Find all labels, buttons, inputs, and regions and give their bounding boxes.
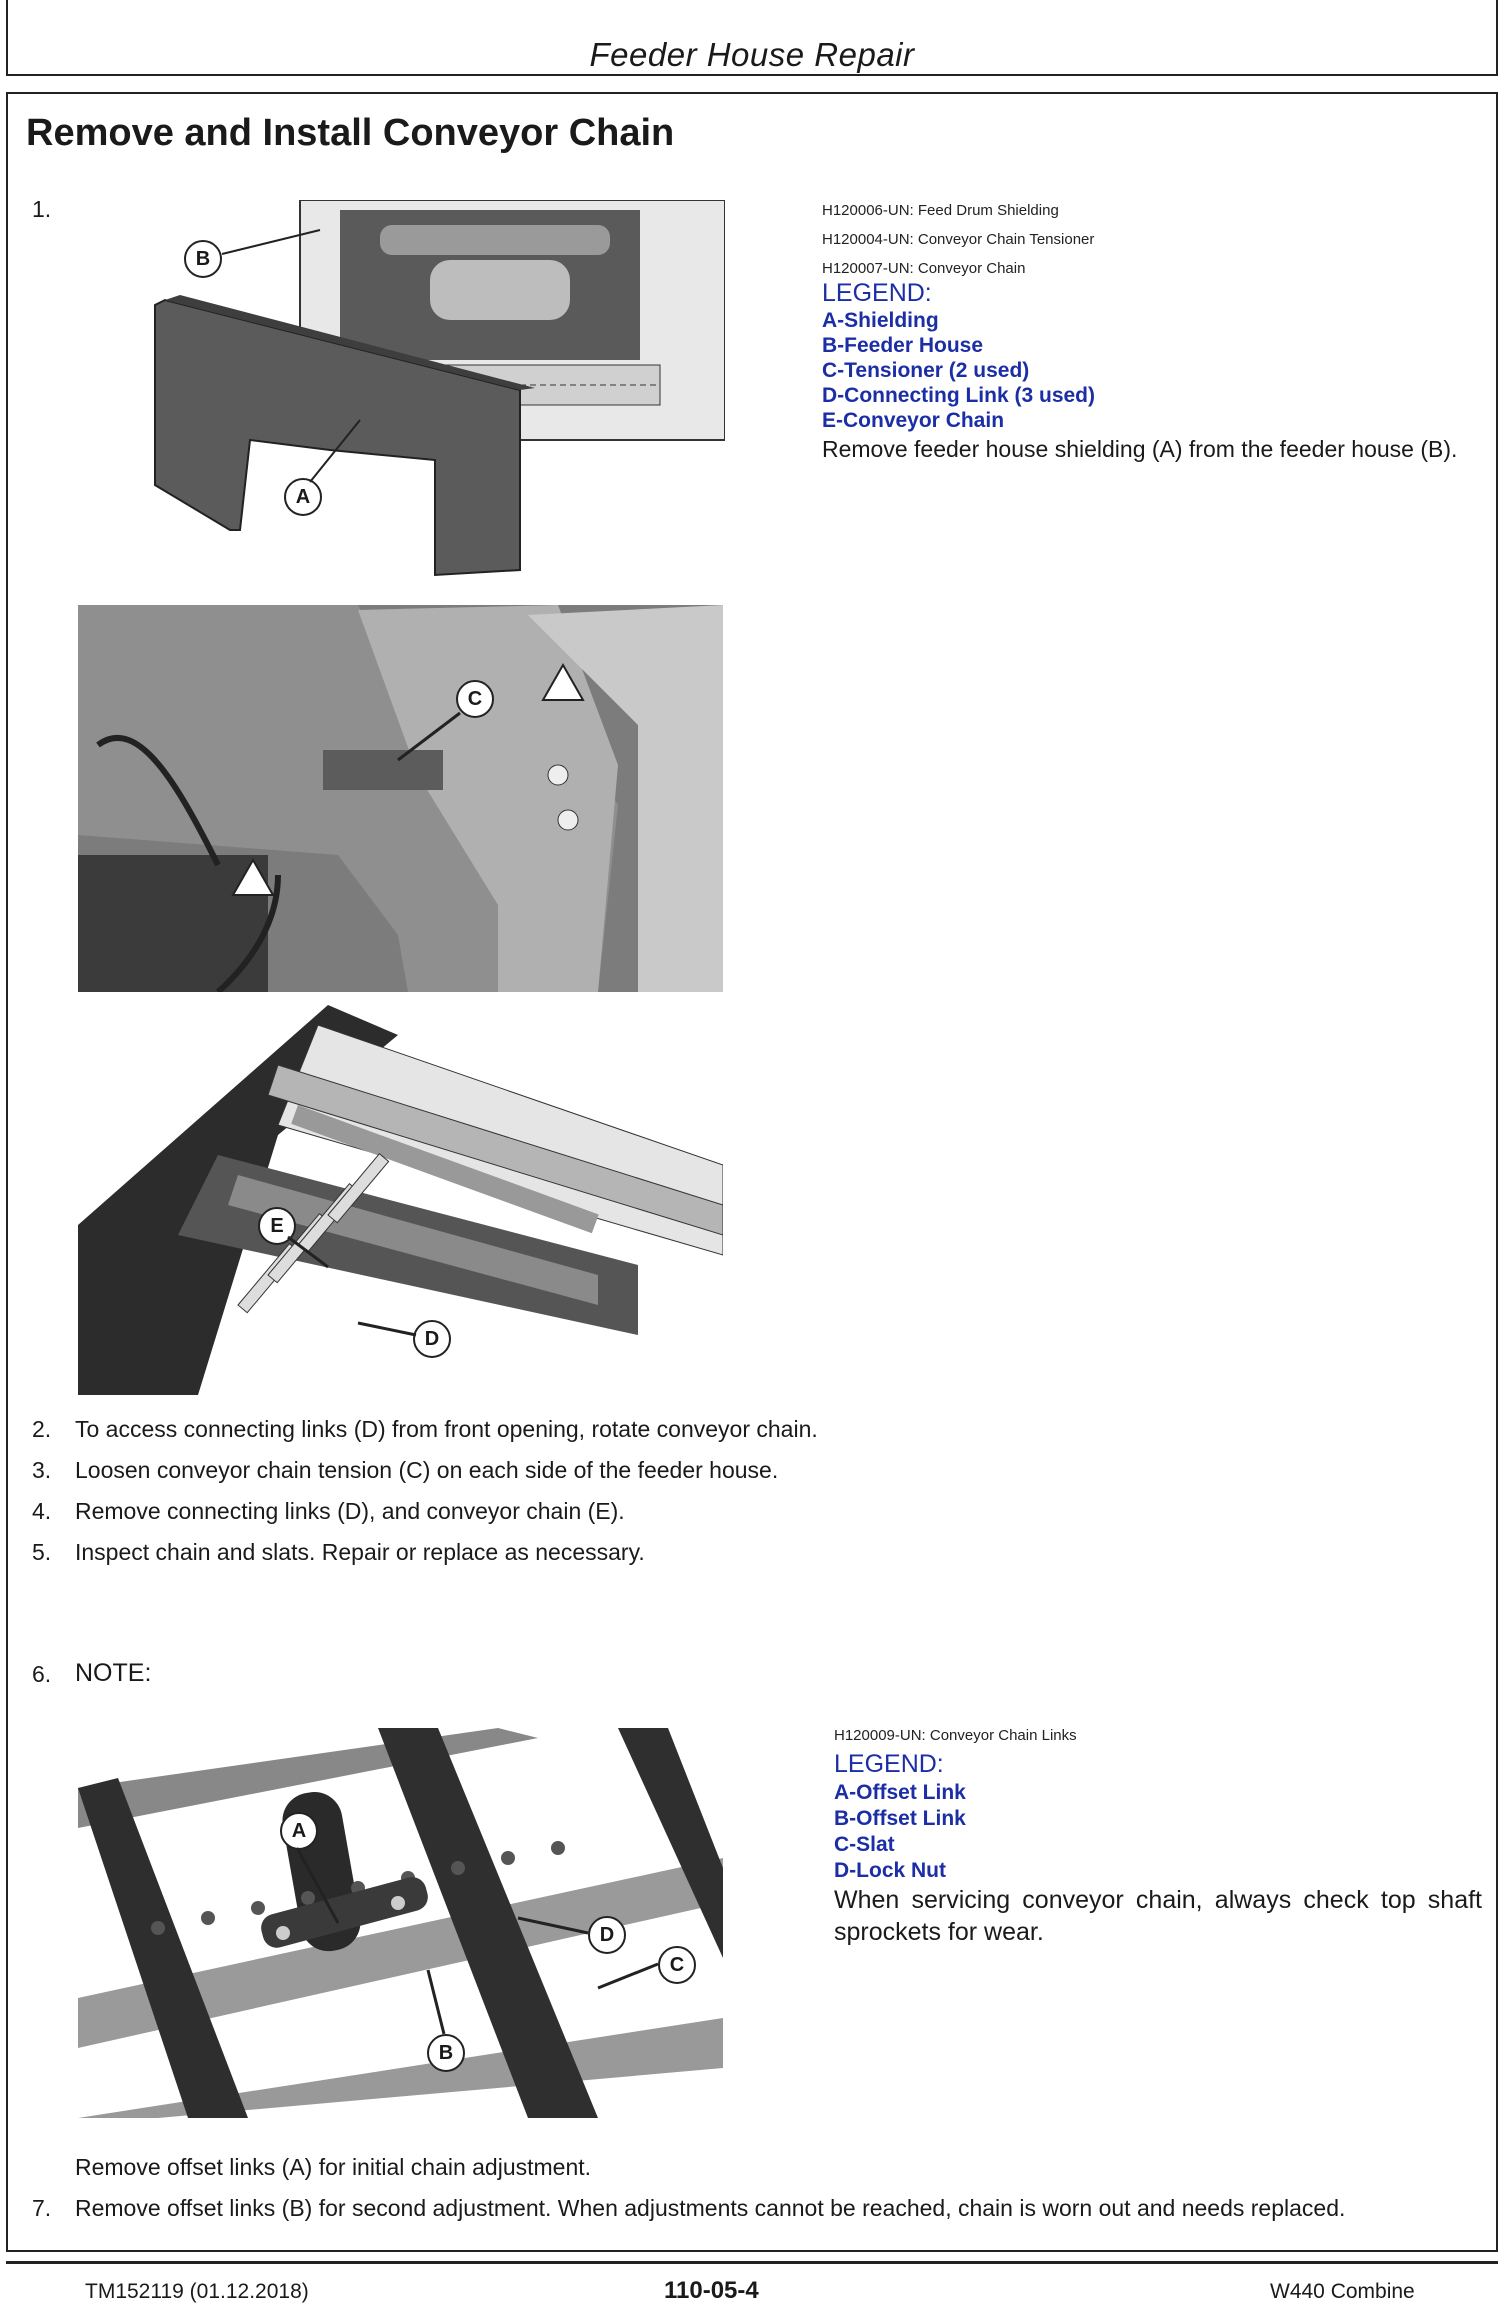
figure-conveyor-chain xyxy=(78,1005,723,1395)
legend-item: C-Tensioner (2 used) xyxy=(822,359,1030,382)
step-instruction: Inspect chain and slats. Repair or replace as necessary. xyxy=(75,1539,645,1565)
footer-model: W440 Combine xyxy=(1270,2280,1415,2303)
footer-manual-id: TM152119 (01.12.2018) xyxy=(85,2280,309,2303)
figure-references: H120006-UN: Feed Drum Shielding H120004-UN: Conveyor Chain Tensioner H120007-UN: Conveyor Chain xyxy=(822,202,1095,277)
figure-conveyor-chain-tensioner xyxy=(78,605,723,992)
legend-title: LEGEND: xyxy=(834,1750,944,1778)
step-number: 7. xyxy=(32,2195,52,2221)
figure-conveyor-chain-links xyxy=(78,1728,723,2118)
step-number: 3. xyxy=(32,1457,52,1483)
legend-item: A-Offset Link xyxy=(834,1781,966,1804)
callout-a: A xyxy=(280,1812,318,1850)
legend-item: E-Conveyor Chain xyxy=(822,409,1005,432)
step-instruction: To access connecting links (D) from front opening, rotate conveyor chain. xyxy=(75,1416,818,1442)
figure-references: H120009-UN: Conveyor Chain Links xyxy=(834,1727,1077,1744)
footer-page-number: 110-05-4 xyxy=(664,2277,759,2304)
legend-item: A-Shielding xyxy=(822,309,939,332)
section-title: Feeder House Repair xyxy=(589,36,915,73)
callout-a: A xyxy=(284,478,322,516)
legend-item: D-Lock Nut xyxy=(834,1859,946,1882)
callout-b: B xyxy=(184,240,222,278)
callout-d: D xyxy=(413,1320,451,1358)
callout-c: C xyxy=(658,1946,696,1984)
step-number: 6. xyxy=(32,1661,52,1687)
legend-item: B-Offset Link xyxy=(834,1807,966,1830)
footer-rule xyxy=(6,2261,1498,2264)
callout-d: D xyxy=(588,1916,626,1954)
step-instruction: Remove offset links (B) for second adjustment. When adjustments cannot be reached, chain is worn out and needs replaced. xyxy=(75,2195,1346,2221)
note-text: When servicing conveyor chain, always check top shaft sprockets for wear. xyxy=(834,1886,1482,1946)
step-number: 2. xyxy=(32,1416,52,1442)
legend-item: D-Connecting Link (3 used) xyxy=(822,384,1095,407)
step-number: 5. xyxy=(32,1539,52,1565)
step-instruction: Remove feeder house shielding (A) from the feeder house (B). xyxy=(822,436,1458,462)
note-label: NOTE: xyxy=(75,1659,152,1687)
legend-item: B-Feeder House xyxy=(822,334,984,357)
callout-c: C xyxy=(456,680,494,718)
legend-item: C-Slat xyxy=(834,1833,895,1856)
step-number: 1. xyxy=(32,196,52,222)
page-title: Remove and Install Conveyor Chain xyxy=(26,112,675,154)
figure-feed-drum-shielding xyxy=(150,200,725,588)
callout-b: B xyxy=(427,2034,465,2072)
legend-title: LEGEND: xyxy=(822,279,932,307)
step-instruction: Remove offset links (A) for initial chain adjustment. xyxy=(75,2154,592,2180)
step-instruction: Loosen conveyor chain tension (C) on each side of the feeder house. xyxy=(75,1457,779,1483)
step-number: 4. xyxy=(32,1498,52,1524)
step-instruction: Remove connecting links (D), and conveyor chain (E). xyxy=(75,1498,625,1524)
callout-e: E xyxy=(258,1207,296,1245)
